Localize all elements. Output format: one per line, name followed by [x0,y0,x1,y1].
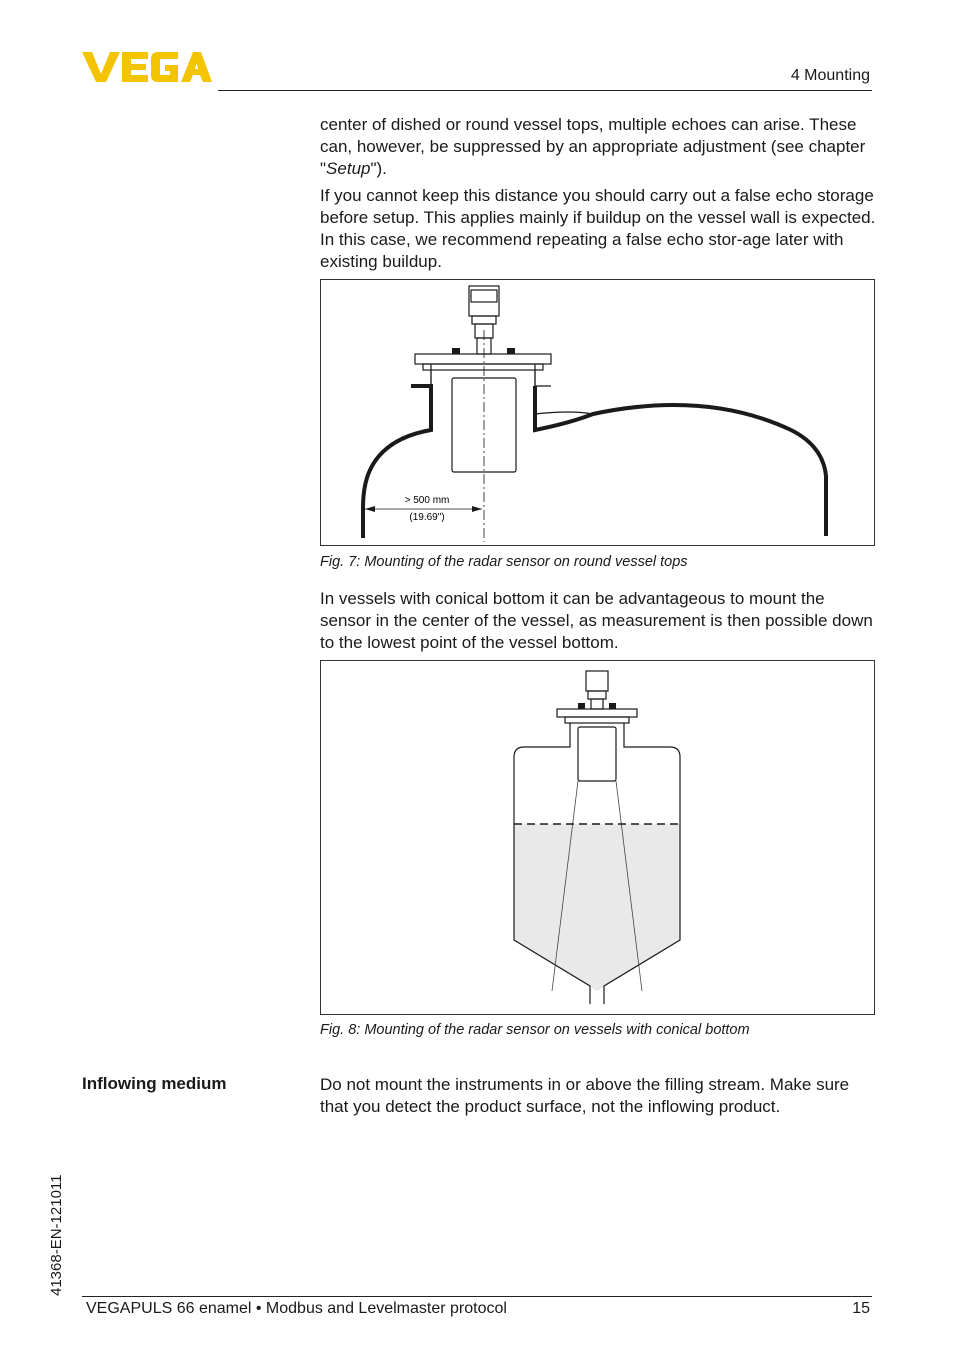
document-id: 41368-EN-121011 [48,1174,65,1296]
para1-text-b: "). [370,159,387,178]
para1-text-a: center of dished or round vessel tops, multiple echoes can arise. These can, however, be suppressed by an appropriate adjustment (see chapter " [320,115,866,178]
round-vessel-diagram [321,280,874,545]
paragraph-conical-bottom: In vessels with conical bottom it can be advantageous to mount the sensor in the center of the vessel, as measurement is then possible down to the lowest point of the vessel bottom. [320,589,873,652]
page-number: 15 [852,1300,870,1317]
setup-chapter-link[interactable]: Setup [326,159,371,178]
inflowing-medium-heading: Inflowing medium [82,1074,227,1093]
figure-round-vessel-top [320,279,875,546]
paragraph-dished-tops [320,114,876,180]
conical-vessel-diagram [321,661,874,1014]
vega-logo-mark [82,50,212,84]
vega-logo [82,50,212,84]
figure-conical-vessel [320,660,875,1015]
footer-rule [82,1296,872,1297]
fig8-caption: Fig. 8: Mounting of the radar sensor on vessels with conical bottom [320,1022,750,1038]
dimension-label-inch: (19.69") [409,512,445,523]
header-rule [218,90,872,91]
section-header: 4 Mounting [790,67,870,84]
paragraph-inflowing-medium: Do not mount the instruments in or above the filling stream. Make sure that you detect the product surface, not the inflowing product. [320,1075,850,1116]
footer-title: VEGAPULS 66 enamel • Modbus and Levelmaster protocol [86,1300,507,1317]
dimension-label-mm: > 500 mm [404,495,450,506]
fig7-caption: Fig. 7: Mounting of the radar sensor on round vessel tops [320,554,688,570]
paragraph-false-echo: If you cannot keep this distance you should carry out a false echo storage before setup. This applies mainly if buildup on the vessel wall is expected. In this case, we recommend repeating a false echo stor-age later with existing buildup. [320,186,876,271]
